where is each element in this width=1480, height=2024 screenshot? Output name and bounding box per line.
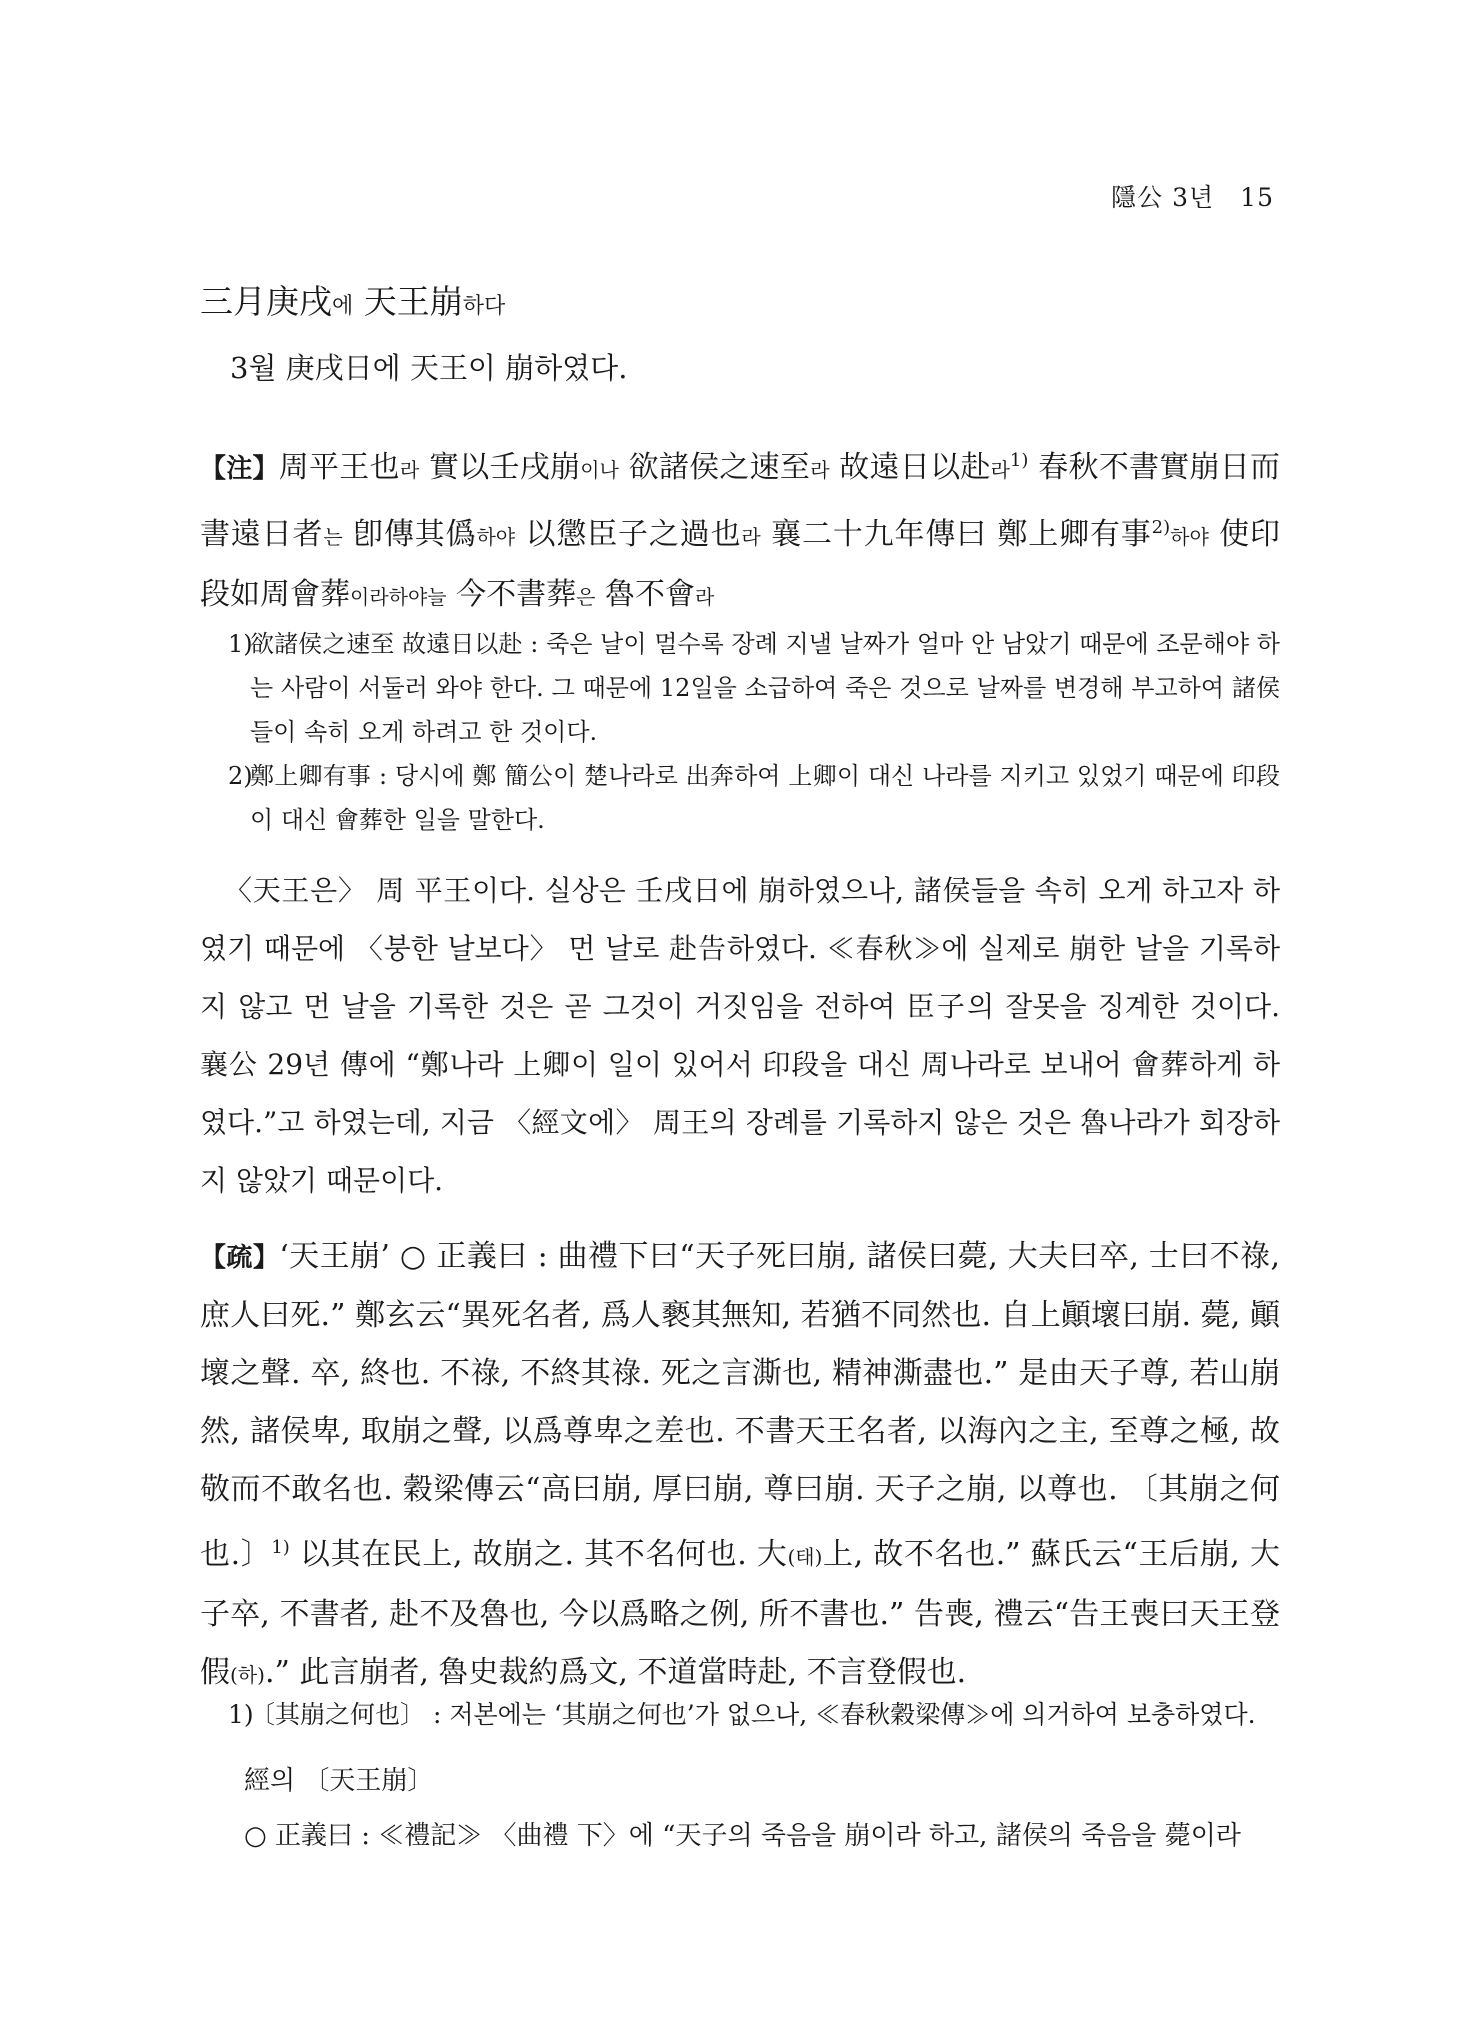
zhu-particle: 라 — [399, 458, 420, 482]
zhu-label: 【注】 — [200, 454, 279, 484]
footnote-text: 鄭上卿有事 : 당시에 鄭 簡公이 楚나라로 出奔하여 上卿이 대신 나라를 지키고 있었기 때문에 印段이 대신 會葬한 일을 말한다. — [250, 762, 1280, 834]
zhu-text: 以懲臣子之過也 — [515, 517, 742, 552]
zhu-text: 今不書葬 — [446, 577, 577, 612]
zhu-particle: 는 — [323, 525, 343, 549]
commentary-shu — [200, 1228, 1280, 1704]
zhu-text: 使印段如周會葬 — [200, 517, 1281, 612]
heading-particle: 에 — [332, 294, 354, 319]
scripture-heading — [200, 276, 1280, 323]
footnote-number: 1) — [228, 1700, 254, 1729]
footnote — [200, 754, 1280, 842]
zhu-particle: 이라하야늘 — [350, 585, 447, 609]
zhu-particle: 은 — [576, 585, 596, 609]
reading-note: (하) — [230, 1663, 265, 1687]
footnote-text: 〔其崩之何也〕 : 저본에는 ‘其崩之何也’가 없으나, ≪春秋穀梁傳≫에 의거하여 보충하였다. — [250, 1700, 1256, 1729]
zhu-particle: 라 — [810, 458, 830, 482]
zhu-particle: 라 — [990, 458, 1010, 482]
commentary-translation: 〈天王은〉 周 平王이다. 실상은 壬戌日에 崩하였으나, 諸侯들을 속히 오게 하고자 하였기 때문에 〈붕한 날보다〉 먼 날로 赴告하였다. ≪春秋≫에 실제로 崩한 날을 기록하지 않고 먼 날을 기록한 것은 곧 그것이 거짓임을 전하여 臣子의 잘못을 징계한 것이다. 襄公 29년 傳에 “鄭나라 上卿이 일이 있어서 印段을 대신 周나라로 보내어 會葬하게 하였다.”고 하였는데, 지금 〈經文에〉 周王의 장례를 기록하지 않은 것은 魯나라가 회장하지 않았기 때문이다. — [200, 874, 1280, 1197]
zhengyi-translation-line: ○ 正義曰 : ≪禮記≫ 〈曲禮 下〉에 “天子의 죽음을 崩이라 하고, 諸侯의 죽음을 薨이라 — [244, 1821, 1241, 1851]
shu-footnotes — [200, 1693, 1280, 1737]
zhu-particle: 라 — [695, 585, 715, 609]
heading-text: 天王崩 — [353, 282, 463, 321]
heading-text: 三月庚戌 — [200, 282, 332, 321]
zhu-footnotes — [200, 622, 1280, 842]
zhu-text: 實以壬戌崩 — [419, 450, 581, 485]
footnote-number: 1) — [228, 630, 253, 658]
shu-label: 【疏】 — [200, 1243, 280, 1273]
footnote — [200, 1693, 1280, 1737]
footnote-number: 2) — [228, 762, 253, 790]
zhu-particle: 이나 — [580, 458, 619, 482]
zhu-text: 魯不會 — [595, 577, 696, 612]
shu-text: 上, 故不名也.” 蘇氏云“王后崩, 大子卒, 不書者, 赴不及魯也, 今以爲略之例, 所不書也.” 告喪, 禮云“告王喪曰天王登假 — [200, 1537, 1280, 1690]
zhu-text: 春秋不書實崩日而書遠日者 — [200, 450, 1280, 552]
scripture-translation: 3월 庚戌日에 天王이 崩하였다. — [230, 351, 628, 385]
zhu-particle: 하야 — [1170, 525, 1209, 549]
zhu-text: 欲諸侯之速至 — [618, 450, 811, 485]
zhu-text: 襄二十九年傳曰 鄭上卿有事 — [760, 517, 1152, 552]
footnote-ref[interactable]: 1) — [271, 1537, 290, 1558]
footnote-ref[interactable]: 1) — [1009, 450, 1029, 471]
zhu-text: 卽傳其僞 — [342, 517, 477, 552]
footnote-ref[interactable]: 2) — [1151, 517, 1171, 538]
footnote — [200, 622, 1280, 754]
reading-note: (태) — [787, 1545, 823, 1569]
zhu-text: 故遠日以赴 — [829, 450, 991, 485]
zhu-particle: 하야 — [476, 525, 516, 549]
zhu-text: 周平王也 — [278, 450, 400, 485]
section-subheading: 經의 〔天王崩〕 — [244, 1766, 434, 1796]
footnote-text: 欲諸侯之速至 故遠日以赴 : 죽은 날이 멀수록 장례 지낼 날짜가 얼마 안 남았기 때문에 조문해야 하는 사람이 서둘러 와야 한다. 그 때문에 12일을 소급하여 죽은 것으로 날짜를 변경해 부고하여 諸侯들이 속히 오게 하려고 한 것이다. — [250, 630, 1280, 746]
running-header: 隱公 3년 15 — [1111, 183, 1274, 212]
shu-text: .” 此言崩者, 魯史裁約爲文, 不道當時赴, 不言登假也. — [264, 1655, 967, 1690]
commentary-zhu — [200, 432, 1280, 626]
heading-particle: 하다 — [462, 294, 506, 319]
shu-text: 以其在民上, 故崩之. 其不名何也. 大 — [289, 1537, 788, 1572]
shu-text: ‘天王崩’ ○ 正義曰 : 曲禮下曰“天子死曰崩, 諸侯曰薨, 大夫曰卒, 士曰不祿, 庶人曰死.” 鄭玄云“異死名者, 爲人褻其無知, 若猶不同然也. 自上顚壞曰崩. 薨, 顚壞之聲. 卒, 終也. 不祿, 不終其祿. 死之言澌也, 精神澌盡也.” 是由天子尊, 若山崩然, 諸侯卑, 取崩之聲, 以爲尊卑之差也. 不書天王名者, 以海內之主, 至尊之極, 故敬而不敢名也. 穀梁傳云“高曰崩, 厚曰崩, 尊曰崩. 天子之崩, 以尊也. 〔其崩之何也.〕 — [200, 1239, 1280, 1572]
zhu-particle: 라 — [741, 525, 761, 549]
